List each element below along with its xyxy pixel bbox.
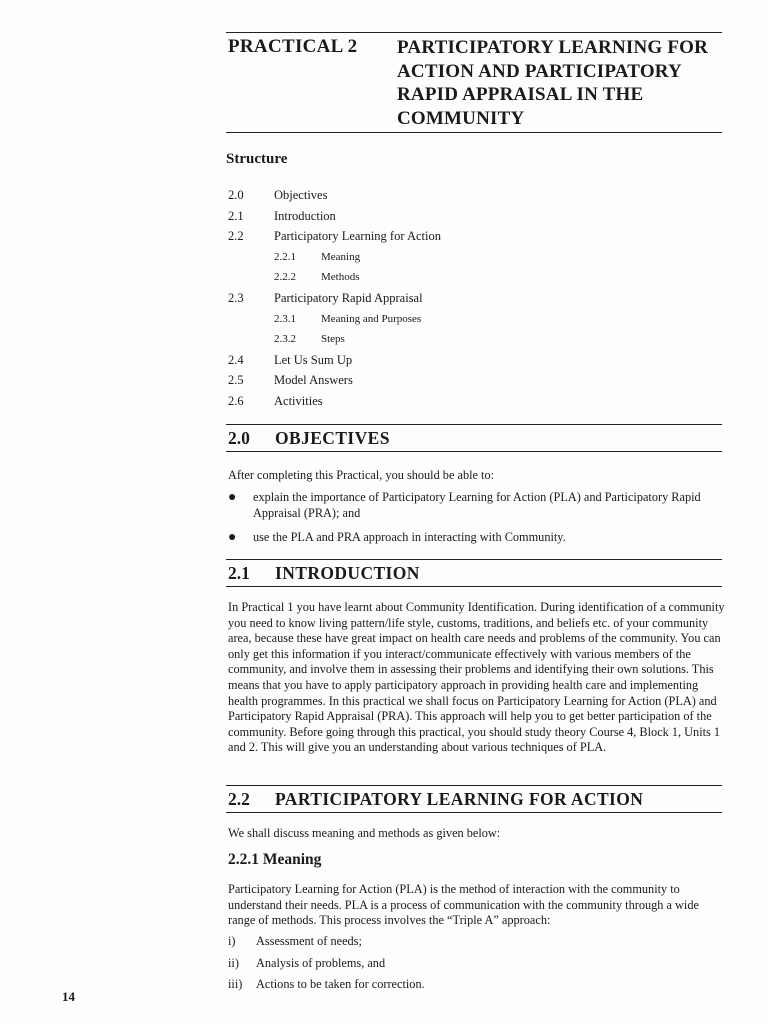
pla-intro: We shall discuss meaning and methods as given below:	[228, 826, 501, 840]
bullet-text: explain the importance of Participatory Learning for Action (PLA) and Participatory Rapid Appraisal (PRA); and	[253, 490, 701, 520]
section-heading-introduction	[226, 559, 722, 587]
structure-item-label: Steps	[321, 333, 345, 346]
structure-item-number: 2.1	[228, 208, 244, 223]
structure-item-label: Participatory Rapid Appraisal	[274, 290, 423, 305]
structure-subitem	[228, 332, 708, 353]
structure-subitem	[228, 250, 708, 271]
bullet-icon: ●	[228, 490, 237, 505]
structure-item-number: 2.2	[228, 229, 244, 244]
structure-heading: Structure	[226, 151, 288, 167]
structure-subitem	[228, 312, 708, 333]
structure-item-label: Methods	[321, 271, 360, 284]
structure-item-number: 2.5	[228, 373, 244, 388]
structure-item-number: 2.2.2	[274, 271, 296, 284]
section-number: 2.1	[228, 563, 250, 583]
meaning-text: Participatory Learning for Action (PLA) is the method of interaction with the community to understand their needs. PLA is a process of communication with the community through a wide range of methods. This process involves the “Triple A” approach:	[228, 882, 699, 928]
structure-item	[228, 229, 708, 250]
structure-item-label: Introduction	[274, 208, 336, 223]
introduction-text: In Practical 1 you have learnt about Community Identification. During identification of a community you need to know living pattern/life style, customs, traditions, and beliefs etc. of your community area, because these have great impact on health care needs and problems of the community. You can only get this information if you interact/communicate effectively with various members of the community, and involve them in assessing their problems and identifying their own solutions. This means that you have to apply participatory approach in providing health care and implementing health programmes. In this practical we shall focus on Participatory Learning for Action (PLA) and Participatory Rapid Appraisal (PRA). This approach will help you to get better participation of the community. Before going through this practical, you should study theory Course 4, Block 1, Units 1 and 2. This will give you an understanding about various techniques of PLA.	[228, 600, 725, 755]
subsection-heading-meaning: 2.2.1 Meaning	[228, 851, 322, 868]
section-title: INTRODUCTION	[275, 563, 420, 583]
structure-item-number: 2.6	[228, 393, 244, 408]
list-marker: i)	[228, 934, 236, 948]
list-marker: ii)	[228, 956, 239, 970]
structure-item-label: Activities	[274, 393, 323, 408]
section-heading-pla	[226, 785, 722, 813]
page-title-line: PARTICIPATORY LEARNING FOR	[397, 37, 709, 58]
structure-item	[228, 291, 708, 312]
list-text: Actions to be taken for correction.	[256, 977, 425, 991]
structure-item	[228, 373, 708, 394]
structure-list	[228, 188, 708, 415]
section-title: PARTICIPATORY LEARNING FOR ACTION	[275, 789, 644, 809]
structure-item	[228, 188, 708, 209]
page-title-line: RAPID APPRAISAL IN THE	[397, 84, 644, 105]
objectives-intro: After completing this Practical, you should be able to:	[228, 468, 495, 482]
page-number: 14	[62, 989, 75, 1004]
practical-label: PRACTICAL 2	[228, 36, 358, 57]
structure-item-label: Participatory Learning for Action	[274, 229, 441, 244]
structure-item	[228, 394, 708, 415]
structure-item-number: 2.0	[228, 188, 244, 202]
structure-item-number: 2.4	[228, 352, 244, 367]
bullet-icon: ●	[228, 530, 237, 545]
structure-item-label: Meaning and Purposes	[321, 312, 422, 325]
section-heading-objectives	[226, 424, 722, 452]
header-top-rule	[226, 32, 722, 33]
section-number: 2.0	[228, 428, 250, 448]
bullet-text: use the PLA and PRA approach in interacting with Community.	[253, 530, 566, 544]
section-number: 2.2	[228, 789, 250, 809]
page-title-line: COMMUNITY	[397, 107, 525, 129]
structure-subitem	[228, 270, 708, 291]
structure-item-number: 2.2.1	[274, 250, 296, 263]
list-text: Analysis of problems, and	[256, 956, 386, 970]
page-title-line: ACTION AND PARTICIPATORY	[397, 60, 682, 82]
structure-item-label: Objectives	[274, 188, 328, 202]
page-title	[397, 36, 737, 130]
structure-item	[228, 353, 708, 374]
list-marker: iii)	[228, 977, 243, 991]
structure-item-number: 2.3	[228, 290, 244, 305]
list-text: Assessment of needs;	[256, 934, 362, 948]
structure-item-label: Let Us Sum Up	[274, 352, 353, 367]
structure-item-number: 2.3.1	[274, 312, 296, 325]
structure-item	[228, 209, 708, 230]
structure-item-number: 2.3.2	[274, 333, 296, 346]
structure-item-label: Meaning	[321, 250, 361, 263]
structure-item-label: Model Answers	[274, 373, 353, 388]
header-bottom-rule	[226, 132, 722, 133]
section-title: OBJECTIVES	[275, 428, 390, 448]
